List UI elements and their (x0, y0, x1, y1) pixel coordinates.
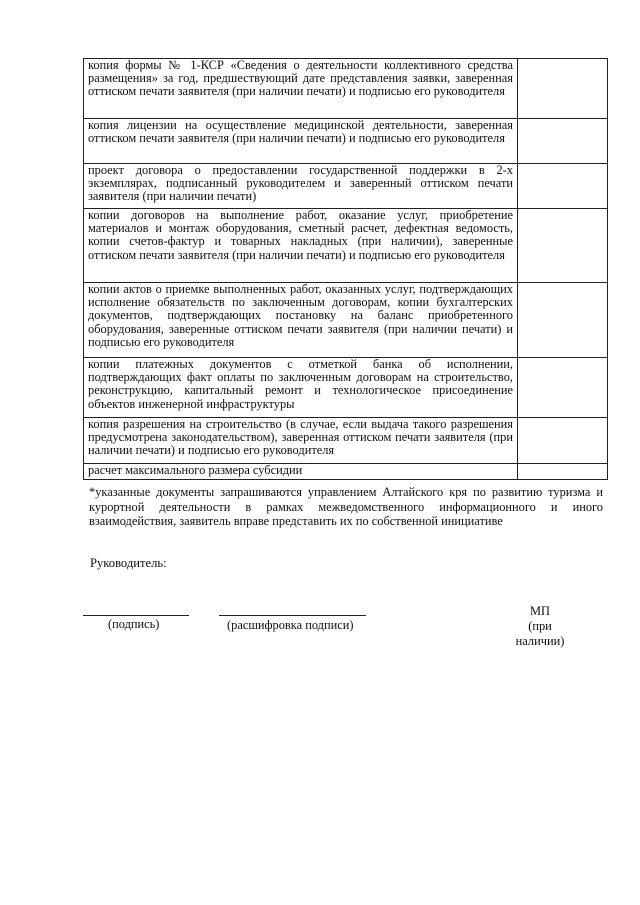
document-name-cell: копии платежных документов с отметкой банка об исполнении, подтверждающих факт оплаты по заключенным договорам на строительство, реконструкцию, капитальный ремонт и технологическое присоединение объектов инженерной инфраструктуры (84, 358, 518, 418)
table-row (84, 164, 608, 209)
table-row (84, 418, 608, 464)
document-mark-cell (518, 358, 608, 418)
document-name-cell: копия разрешения на строительство (в случае, если выдача такого разрешения предусмотрена законодательством), заверенная оттиском печати заявителя (при наличии печати) и подписью его руководителя (84, 418, 518, 464)
document-mark-cell (518, 164, 608, 209)
table-row (84, 59, 608, 119)
document-name-cell: копия формы № 1-КСР «Сведения о деятельности коллективного средства размещения» за год, предшествующий дате представления заявки, заверенная оттиском печати заявителя (при наличии печати) и подписью его руководителя (84, 59, 518, 119)
document-mark-cell (518, 283, 608, 358)
director-label: Руководитель: (90, 556, 167, 570)
stamp-note-line-2: наличии) (515, 634, 565, 648)
signature-line (83, 615, 189, 616)
decryption-caption: (расшифровка подписи) (227, 618, 354, 632)
decryption-line (219, 615, 366, 616)
table-row (84, 283, 608, 358)
table-row (84, 358, 608, 418)
table-row (84, 209, 608, 283)
document-name-cell: копии актов о приемке выполненных работ, оказанных услуг, подтверждающих исполнение обязательств по заключенным договорам, копии бухгалтерских документов, подтверждающих постановку на баланс приобретенного оборудования, заверенные оттиском печати заявителя (при наличии печати) и подписью его руководителя (84, 283, 518, 358)
signature-caption: (подпись) (108, 617, 160, 631)
stamp-label: МП (530, 604, 550, 618)
stamp-block (498, 604, 582, 649)
stamp-note-line-1: (при (528, 619, 552, 633)
documents-table (83, 58, 608, 480)
document-mark-cell (518, 464, 608, 480)
table-row (84, 119, 608, 164)
document-mark-cell (518, 209, 608, 283)
document-name-cell: расчет максимального размера субсидии (84, 464, 518, 480)
document-mark-cell (518, 418, 608, 464)
document-name-cell: проект договора о предоставлении государственной поддержки в 2-х экземплярах, подписанный руководителем и заверенный оттиском печати заявителя (при наличии печати) (84, 164, 518, 209)
document-mark-cell (518, 119, 608, 164)
footnote: *указанные документы запрашиваются управлением Алтайского кря по развитию туризма и курортной деятельности в рамках межведомственного информационного и иного взаимодействия, заявитель вправе представить их по собственной инициативе (89, 485, 603, 528)
document-name-cell: копии договоров на выполнение работ, оказание услуг, приобретение материалов и монтаж оборудования, сметный расчет, дефектная ведомость, копии счетов-фактур и товарных накладных (при наличии), заверенные оттиском печати заявителя (при наличии печати) и подписью его руководителя (84, 209, 518, 283)
document-name-cell: копия лицензии на осуществление медицинской деятельности, заверенная оттиском печати заявителя (при наличии печати) и подписью его руководителя (84, 119, 518, 164)
table-row (84, 464, 608, 480)
document-mark-cell (518, 59, 608, 119)
